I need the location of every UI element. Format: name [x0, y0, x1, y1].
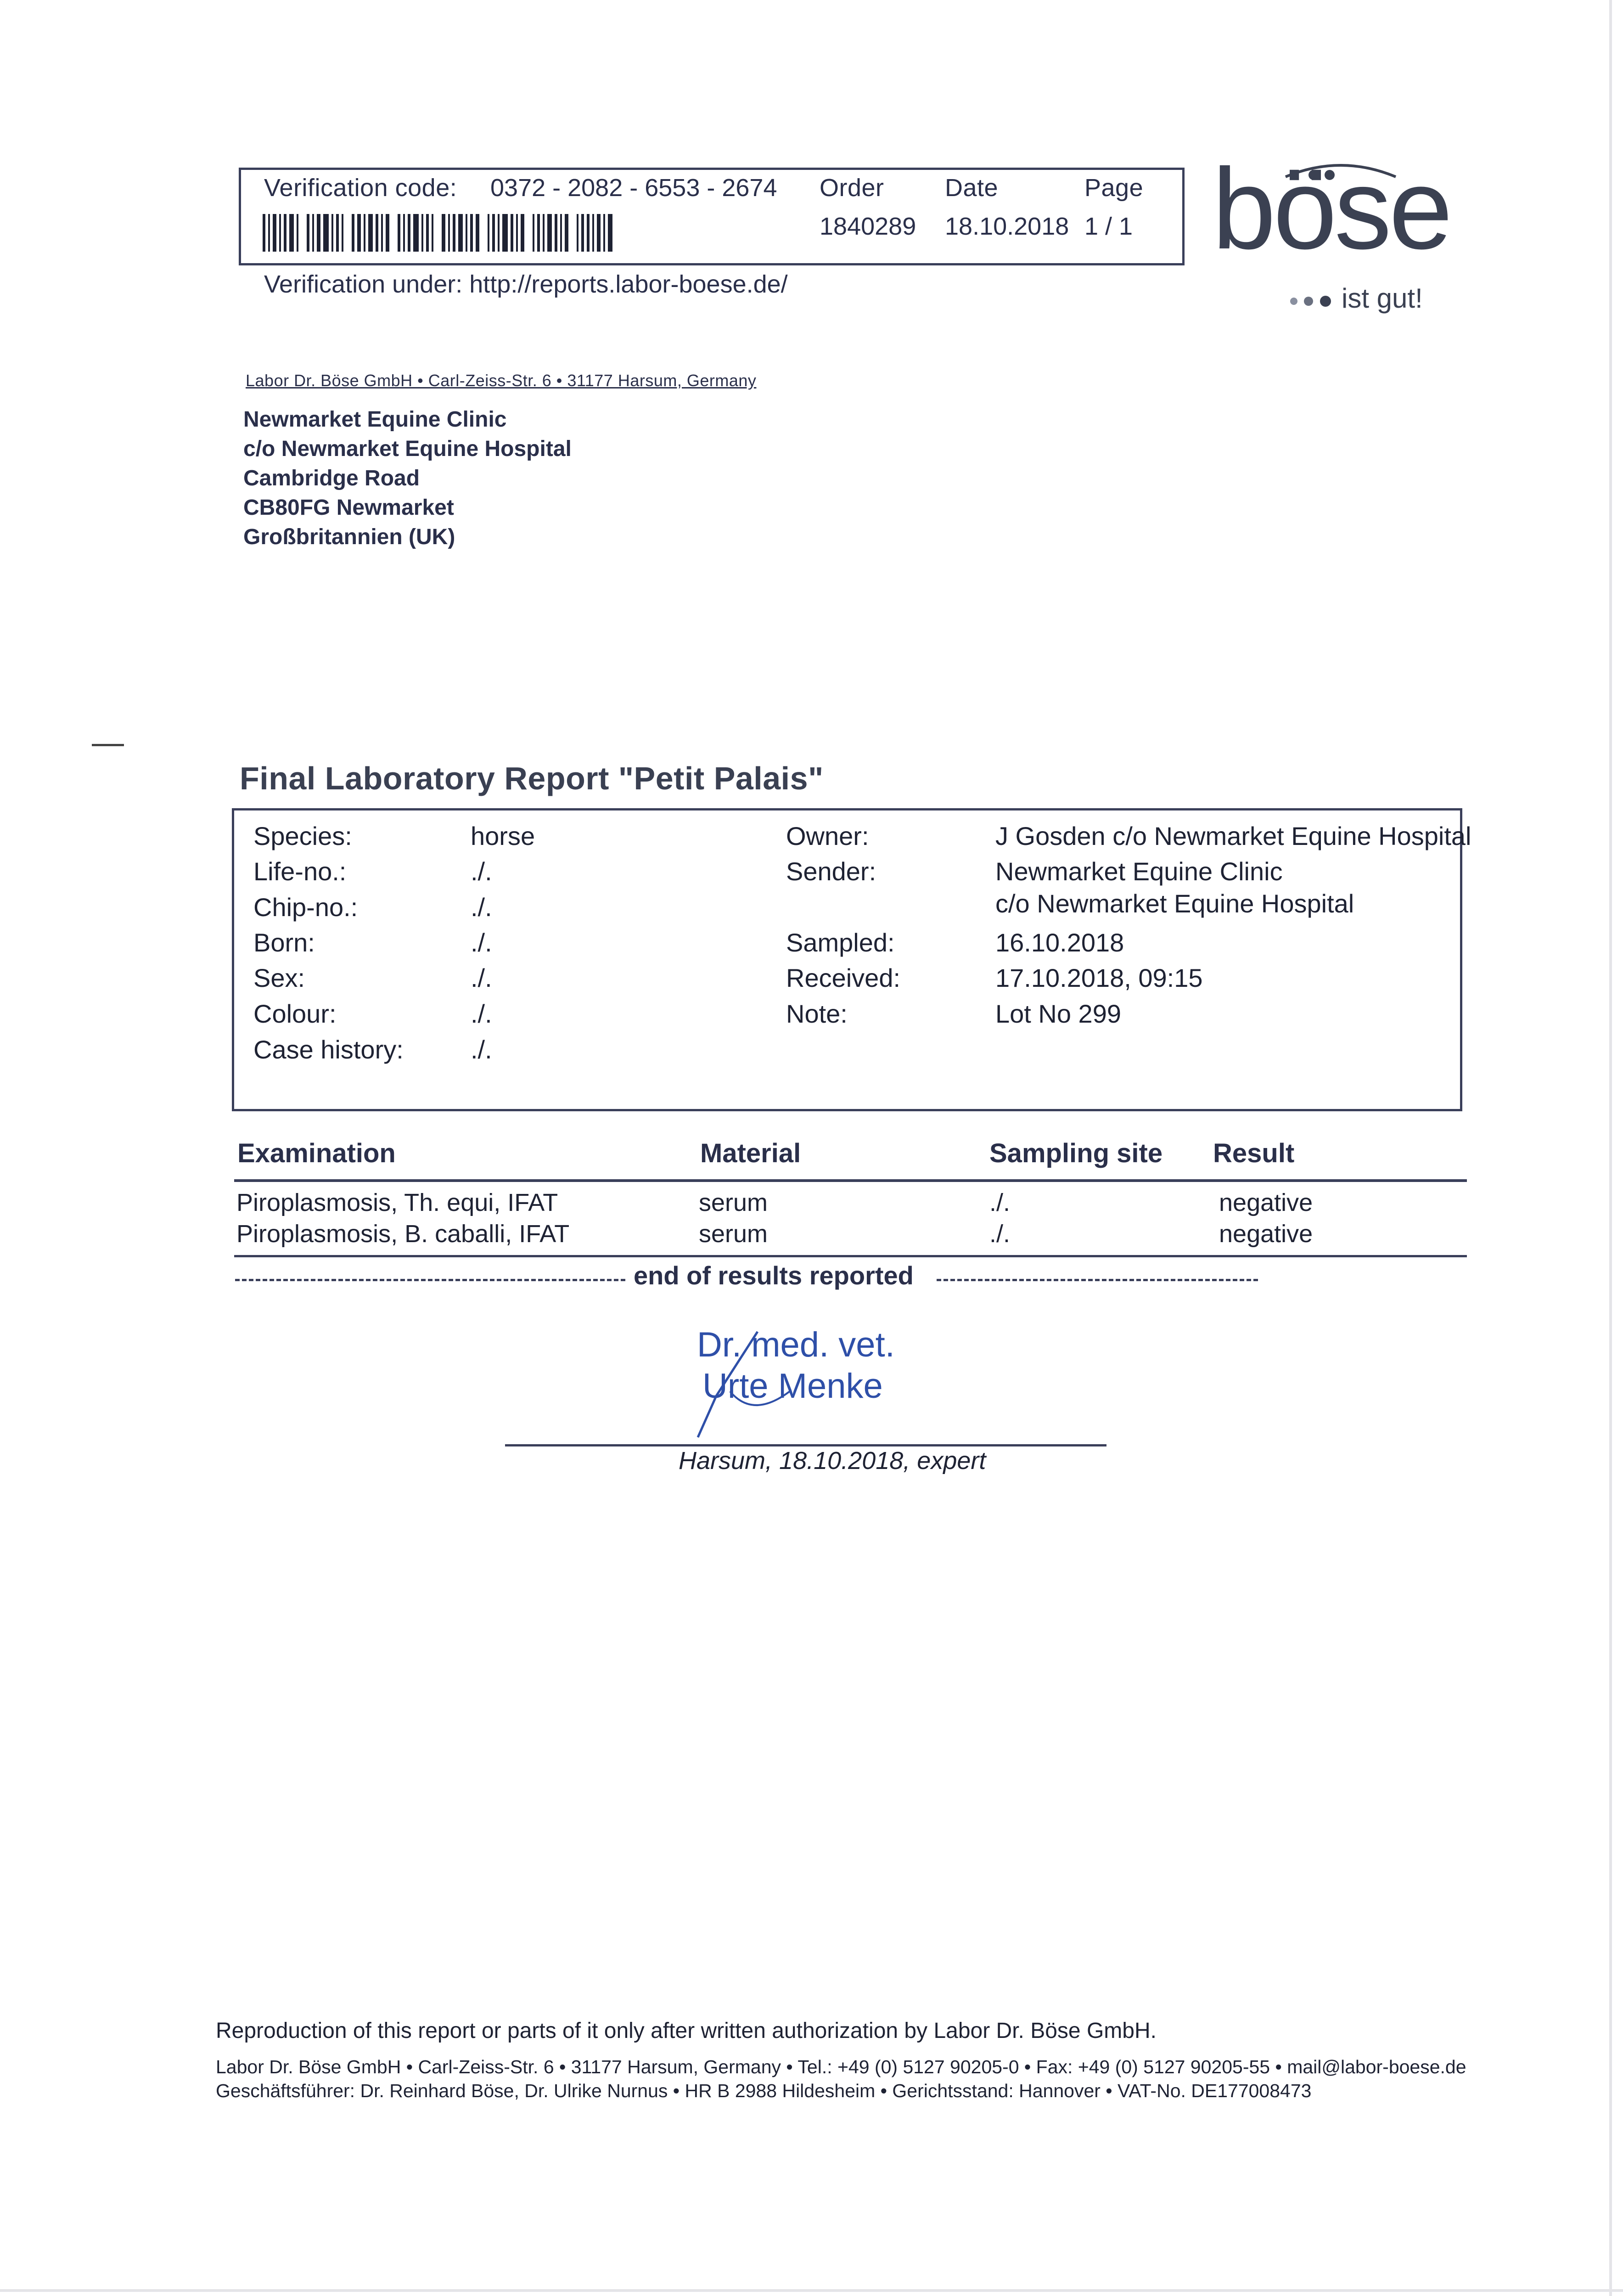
recipient-address — [243, 405, 572, 552]
cell-material: serum — [699, 1220, 768, 1248]
owner-value: J Gosden c/o Newmarket Equine Hospital — [995, 822, 1471, 850]
logo-tagline: ist gut! — [1342, 283, 1423, 314]
sex-value: ./. — [471, 963, 492, 992]
born-value: ./. — [471, 928, 492, 957]
cell-examination: Piroplasmosis, B. caballi, IFAT — [236, 1220, 570, 1248]
recipient-line: Newmarket Equine Clinic — [243, 407, 507, 432]
logo-wordmark: böse — [1212, 145, 1450, 273]
note-label: Note: — [786, 999, 848, 1028]
signature-caption: Harsum, 18.10.2018, expert — [679, 1447, 986, 1474]
col-header-result: Result — [1213, 1138, 1295, 1168]
fold-mark — [92, 744, 124, 746]
born-label: Born: — [253, 928, 315, 957]
end-dash-right — [937, 1279, 1258, 1283]
colour-value: ./. — [471, 999, 492, 1028]
sender-value-line1: Newmarket Equine Clinic — [995, 857, 1283, 886]
footer-registry: Geschäftsführer: Dr. Reinhard Böse, Dr. Ulrike Nurnus • HR B 2988 Hildesheim • Gerichtsstand: Hannover • VAT-No. DE177008473 — [216, 2080, 1312, 2101]
date-label: Date — [945, 174, 999, 202]
reproduction-notice: Reproduction of this report or parts of it only after written authorization by Labor Dr. Böse GmbH. — [216, 2019, 1157, 2043]
cell-result: negative — [1219, 1220, 1313, 1248]
case-history-label: Case history: — [253, 1035, 404, 1064]
recipient-line: Cambridge Road — [243, 466, 420, 490]
cell-sampling-site: ./. — [989, 1220, 1011, 1248]
sampled-label: Sampled: — [786, 928, 895, 957]
recipient-line: c/o Newmarket Equine Hospital — [243, 437, 572, 461]
recipient-line: Großbritannien (UK) — [243, 525, 455, 549]
verification-code-label: Verification code: — [264, 174, 457, 202]
species-label: Species: — [253, 822, 352, 850]
barcode — [263, 214, 621, 252]
table-bottom-rule — [234, 1255, 1467, 1257]
received-label: Received: — [786, 963, 901, 992]
note-value: Lot No 299 — [995, 999, 1121, 1028]
col-header-material: Material — [700, 1138, 801, 1168]
order-label: Order — [820, 174, 884, 202]
report-title: Final Laboratory Report "Petit Palais" — [240, 760, 824, 796]
col-header-sampling-site: Sampling site — [989, 1138, 1163, 1168]
received-value: 17.10.2018, 09:15 — [995, 963, 1203, 992]
sender-label: Sender: — [786, 857, 876, 886]
sender-address-line: Labor Dr. Böse GmbH • Carl-Zeiss-Str. 6 • 31177 Harsum, Germany — [246, 371, 757, 390]
chipno-label: Chip-no.: — [253, 893, 358, 922]
signature-name: Urte Menke — [702, 1367, 883, 1406]
footer-address: Labor Dr. Böse GmbH • Carl-Zeiss-Str. 6 • 31177 Harsum, Germany • Tel.: +49 (0) 5127 90205-0 • Fax: +49 (0) 5127 90205-55 • mail@labor-boese.de — [216, 2056, 1466, 2077]
recipient-line: CB80FG Newmarket — [243, 495, 454, 520]
end-of-results: end of results reported — [634, 1261, 914, 1290]
end-dash-left — [235, 1279, 625, 1283]
scan-edge-bottom — [0, 2289, 1623, 2292]
verification-code: 0372 - 2082 - 6553 - 2674 — [490, 174, 777, 202]
patient-info-box — [232, 808, 1462, 1111]
lifeno-label: Life-no.: — [253, 857, 347, 886]
col-header-examination: Examination — [237, 1138, 396, 1168]
page-value: 1 / 1 — [1084, 213, 1133, 240]
sex-label: Sex: — [253, 963, 305, 992]
date-value: 18.10.2018 — [945, 213, 1069, 240]
scan-edge-right — [1609, 0, 1612, 2296]
lifeno-value: ./. — [471, 857, 492, 886]
case-history-value: ./. — [471, 1035, 492, 1064]
cell-sampling-site: ./. — [989, 1189, 1011, 1216]
sampled-value: 16.10.2018 — [995, 928, 1124, 957]
sender-value-line2: c/o Newmarket Equine Hospital — [995, 889, 1354, 918]
owner-label: Owner: — [786, 822, 869, 850]
order-value: 1840289 — [820, 213, 916, 240]
verification-url: Verification under: http://reports.labor-boese.de/ — [264, 270, 788, 298]
species-value: horse — [471, 822, 535, 850]
signature-title: Dr. med. vet. — [697, 1325, 895, 1364]
page-label: Page — [1084, 174, 1144, 202]
colour-label: Colour: — [253, 999, 337, 1028]
table-header-rule — [234, 1179, 1467, 1182]
cell-material: serum — [699, 1189, 768, 1216]
boese-logo — [1212, 145, 1469, 321]
signature-scribble — [689, 1322, 808, 1442]
cell-result: negative — [1219, 1189, 1313, 1216]
cell-examination: Piroplasmosis, Th. equi, IFAT — [236, 1189, 558, 1216]
chipno-value: ./. — [471, 893, 492, 922]
